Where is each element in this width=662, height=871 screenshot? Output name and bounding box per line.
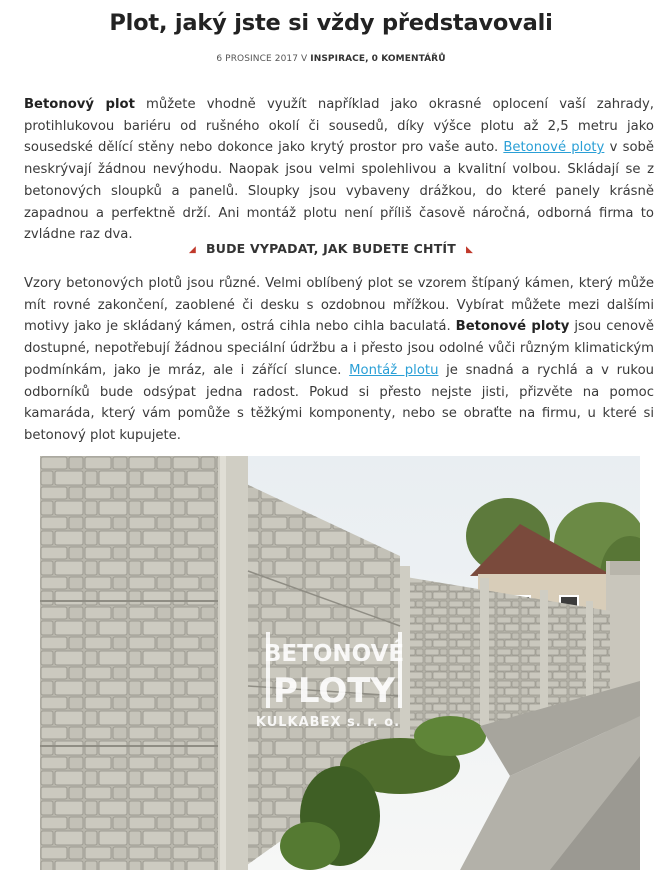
watermark-line1: BETONOVÉ	[263, 641, 405, 667]
intro-text-b: v sobě neskrývají žádnou nevýhodu. Naopak jsou velmi spolehlivou a kvalitní volbou. Skládají se z betonových sloupků a panelů. Sloupky jsou vybaveny drážkou, do které panely krásně zapadnou a perfektně drží. Ani montáž plotu není příliš časově náročná, odborná firma to zvládne raz dva.	[24, 140, 655, 243]
body-paragraph	[24, 273, 654, 447]
intro-paragraph	[24, 94, 654, 246]
article-title: Plot, jaký jste si vždy představovali	[109, 10, 553, 36]
triangle-icon: ◣	[466, 245, 474, 255]
watermark-line2: PLOTY	[272, 671, 396, 711]
comments-link[interactable]: 0 KOMENTÁŘŮ	[371, 54, 446, 64]
watermark-line3: KULKABEX s. r. o.	[255, 715, 401, 730]
body-bold: Betonové ploty	[455, 319, 570, 335]
post-date: 6 PROSINCE 2017	[216, 54, 299, 64]
triangle-icon: ◢	[188, 245, 196, 255]
meta-in: V	[301, 54, 308, 64]
section-heading	[0, 241, 662, 256]
section-heading-text: BUDE VYPADAT, JAK BUDETE CHTÍT	[206, 241, 456, 256]
body-text-c: je snadná a rychlá a v rukou odborníků bude odsýpat jedna radost. Pokud si přesto nejste jisti, přizvěte na pomoc kamaráda, který vám pomůže s těžkými komponenty, nebo se obraťte na firmu, u které si betonový plot kupujete.	[24, 362, 654, 443]
category-link[interactable]: INSPIRACE	[310, 54, 366, 64]
meta-separator: ,	[365, 54, 369, 64]
fence-photo	[40, 456, 640, 870]
article-meta	[0, 54, 662, 64]
montaz-plotu-link[interactable]: Montáž plotu	[349, 362, 439, 378]
intro-bold: Betonový plot	[24, 97, 135, 112]
betonove-ploty-link[interactable]: Betonové ploty	[503, 140, 605, 156]
intro-text-a: můžete vhodně využít například jako okrasné oplocení vaší zahrady, protihlukovou bariéru od rušného okolí či sousedů, díky výšce plotu až 2,5 metru jako sousedské dělící stěny nebo dokonce jako krytý prostor pro vaše auto.	[24, 97, 655, 156]
body-text-b: jsou cenově dostupné, nepotřebují žádnou speciální údržbu a i přesto jsou odolné vůči různým klimatickým podmínkám, jako je mráz, ale i zářící slunce.	[24, 319, 654, 378]
body-text-a: Vzory betonových plotů jsou různé. Velmi oblíbený plot se vzorem štípaný kámen, který může mít rovné zakončení, zaoblené či desku s ozdobnou mřížkou. Vybírat můžete mezi dalšími motivy jako je skládaný kámen, ostrá cihla nebo cihla baculatá.	[24, 276, 654, 335]
